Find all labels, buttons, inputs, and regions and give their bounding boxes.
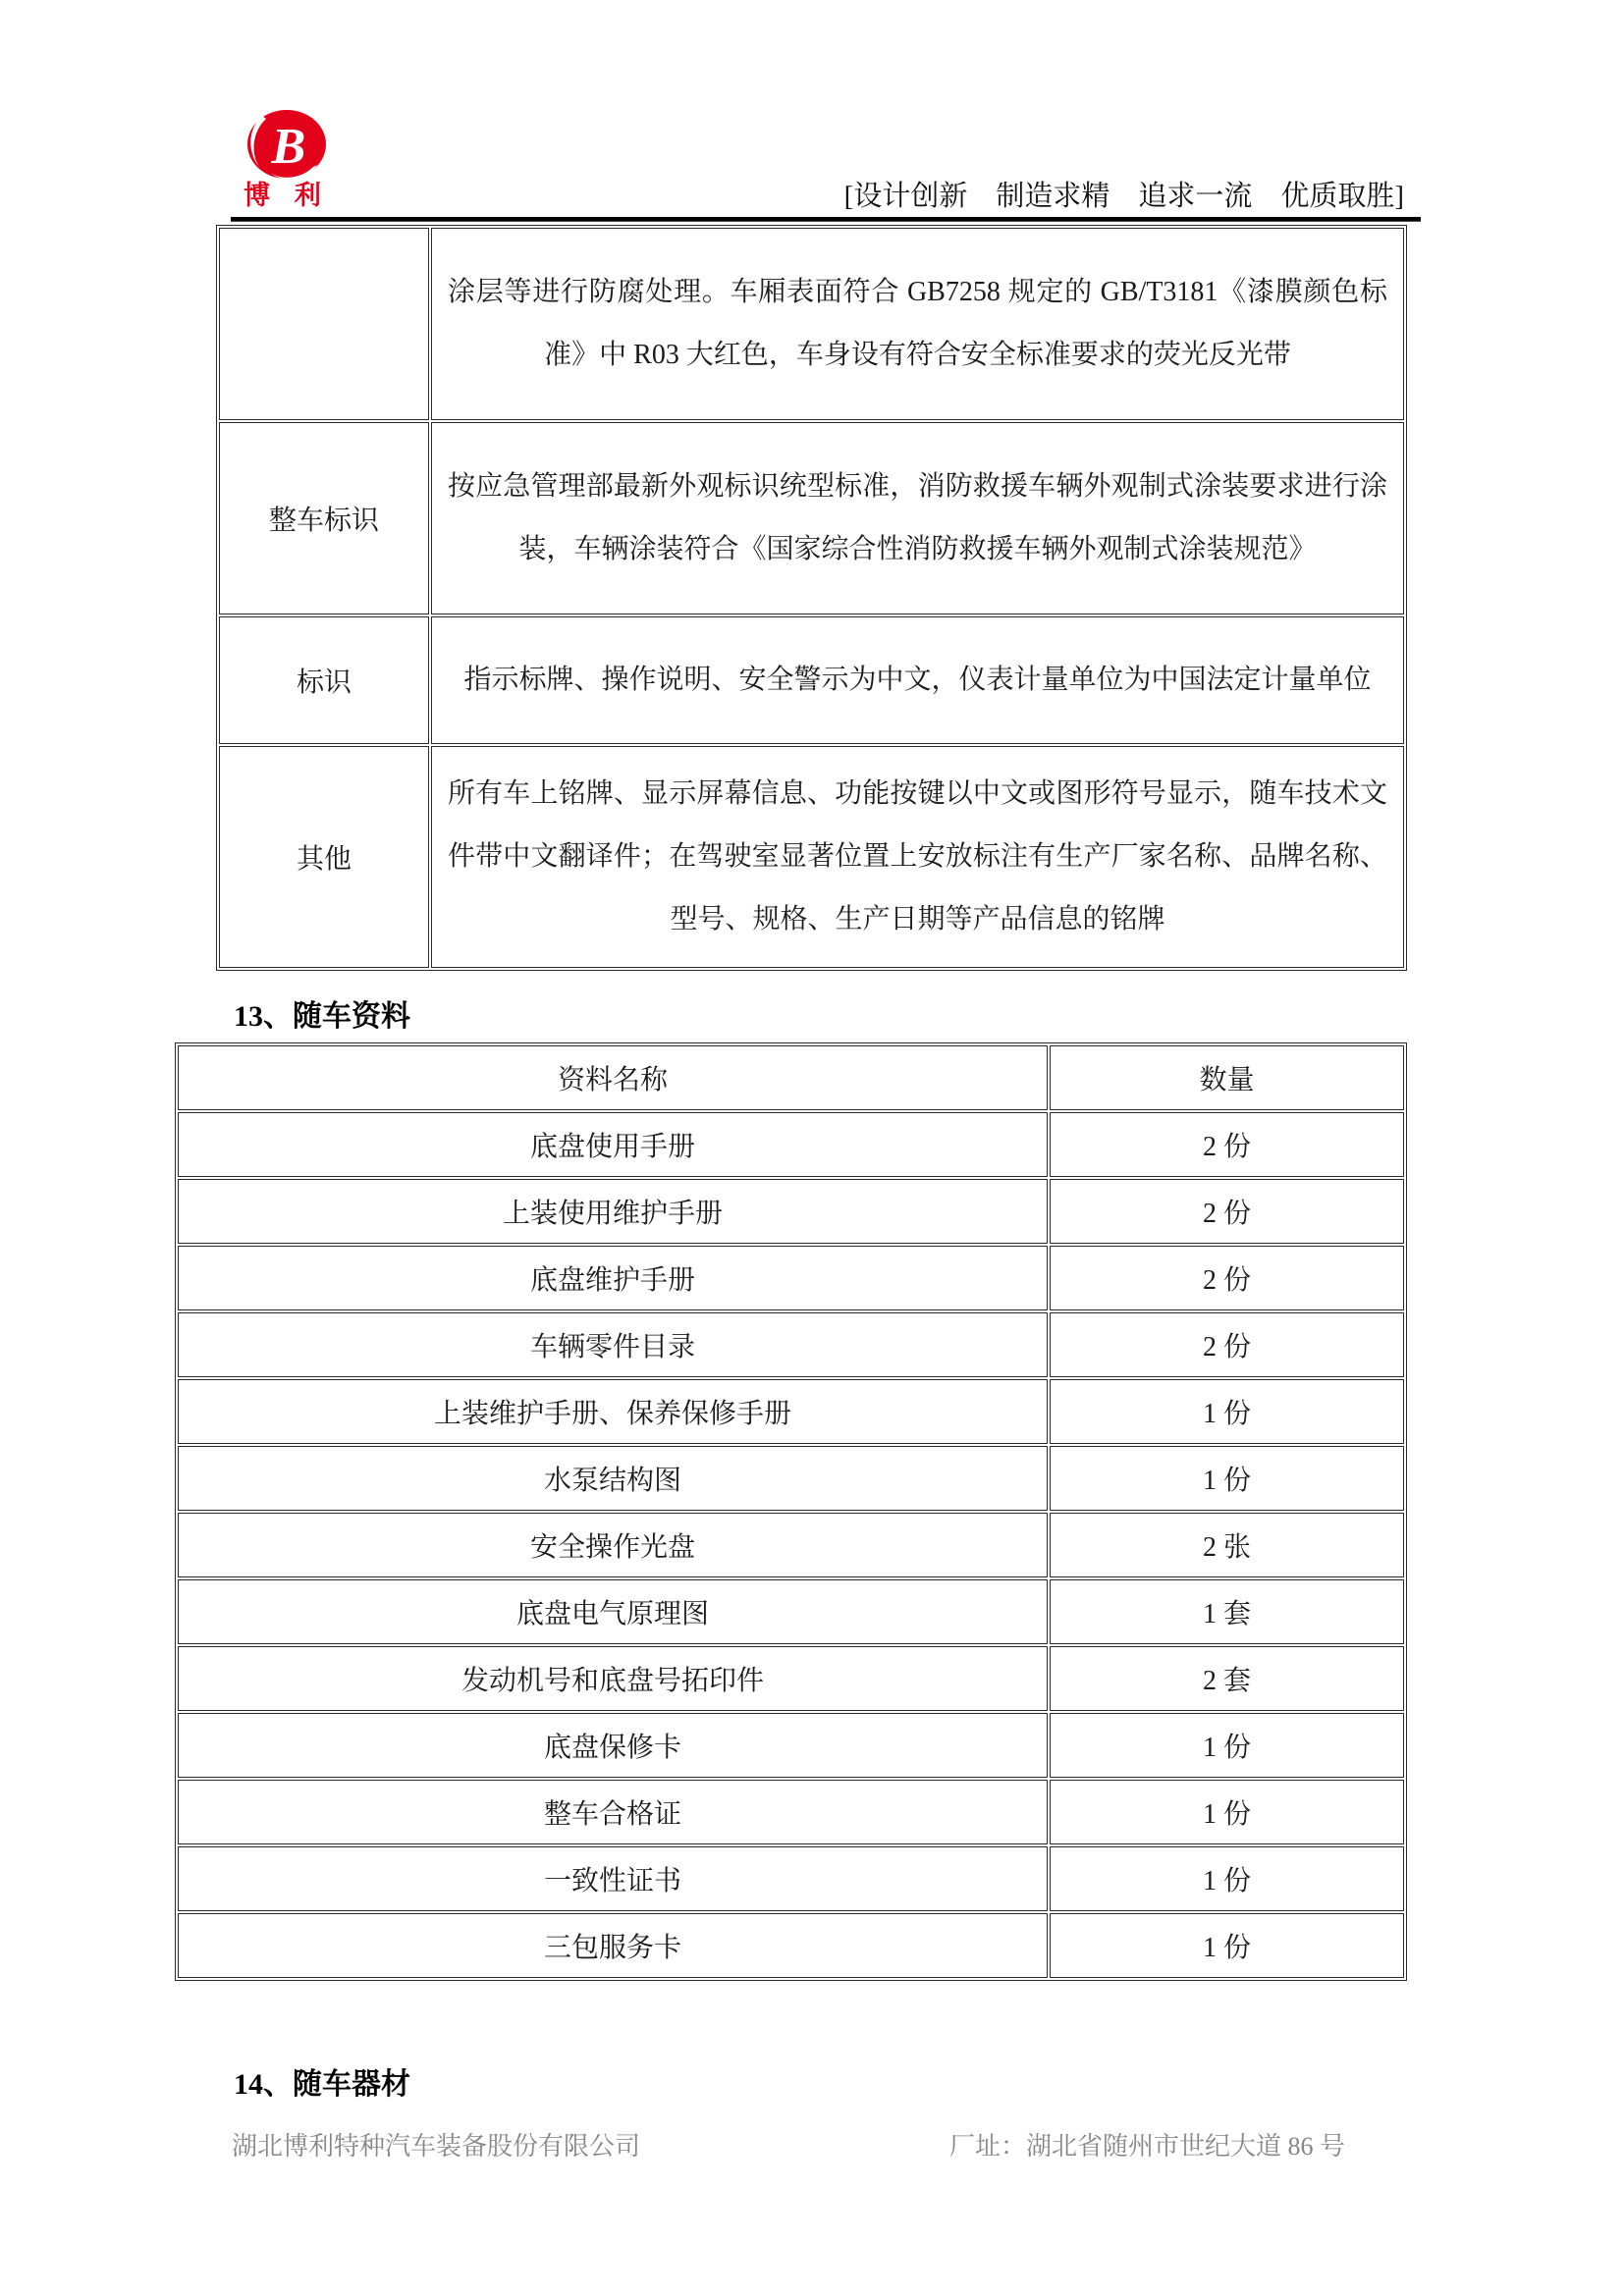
section-14-heading: 14、随车器材 — [234, 2068, 410, 2101]
logo-text: 博 利 — [244, 181, 330, 210]
logo-mark-icon — [244, 108, 329, 185]
doc-qty-cell: 1 份 — [1050, 1713, 1404, 1778]
vehicle-spec-table — [216, 225, 1407, 971]
company-logo — [242, 108, 332, 208]
doc-qty-header: 数量 — [1050, 1045, 1404, 1110]
footer-company: 湖北博利特种汽车装备股份有限公司 — [232, 2132, 641, 2161]
table-row — [178, 1713, 1404, 1778]
doc-name-header: 资料名称 — [178, 1045, 1048, 1110]
doc-qty-cell: 2 份 — [1050, 1312, 1404, 1377]
table-row — [178, 1379, 1404, 1444]
table-row — [219, 422, 1404, 614]
doc-qty-cell: 2 张 — [1050, 1513, 1404, 1577]
table-row — [219, 616, 1404, 744]
table-row — [178, 1646, 1404, 1711]
doc-qty-cell: 2 份 — [1050, 1112, 1404, 1177]
table-row — [178, 1579, 1404, 1644]
doc-qty-cell: 1 份 — [1050, 1379, 1404, 1444]
table-row — [178, 1780, 1404, 1844]
spec-label-cell: 整车标识 — [219, 422, 429, 614]
spec-content-cell: 所有车上铭牌、显示屏幕信息、功能按键以中文或图形符号显示，随车技术文件带中文翻译件；在驾驶室显著位置上安放标注有生产厂家名称、品牌名称、型号、规格、生产日期等产品信息的铭牌 — [431, 746, 1404, 968]
svg-text:B: B — [271, 119, 306, 175]
doc-name-cell: 安全操作光盘 — [178, 1513, 1048, 1577]
doc-qty-cell: 1 份 — [1050, 1780, 1404, 1844]
table-header-row — [178, 1045, 1404, 1110]
header-tagline: [设计创新 制造求精 追求一流 优质取胜] — [843, 181, 1404, 212]
table-row — [178, 1846, 1404, 1911]
doc-qty-cell: 1 份 — [1050, 1446, 1404, 1511]
spec-content-cell: 指示标牌、操作说明、安全警示为中文，仪表计量单位为中国法定计量单位 — [431, 616, 1404, 744]
doc-name-cell: 车辆零件目录 — [178, 1312, 1048, 1377]
doc-qty-cell: 1 份 — [1050, 1913, 1404, 1978]
documents-table — [175, 1042, 1407, 1981]
doc-name-cell: 上装维护手册、保养保修手册 — [178, 1379, 1048, 1444]
doc-name-cell: 上装使用维护手册 — [178, 1179, 1048, 1244]
spec-content-cell: 涂层等进行防腐处理。车厢表面符合 GB7258 规定的 GB/T3181《漆膜颜色标准》中 R03 大红色，车身设有符合安全标准要求的荧光反光带 — [431, 228, 1404, 420]
table-row — [178, 1112, 1404, 1177]
section-13-heading: 13、随车资料 — [234, 1000, 410, 1033]
spec-label-cell: 标识 — [219, 616, 429, 744]
doc-name-cell: 底盘维护手册 — [178, 1246, 1048, 1310]
table-row — [178, 1446, 1404, 1511]
doc-name-cell: 整车合格证 — [178, 1780, 1048, 1844]
doc-name-cell: 底盘使用手册 — [178, 1112, 1048, 1177]
spec-label-cell: 其他 — [219, 746, 429, 968]
table-row — [178, 1513, 1404, 1577]
footer-address: 厂址：湖北省随州市世纪大道 86 号 — [948, 2132, 1345, 2161]
doc-name-cell: 三包服务卡 — [178, 1913, 1048, 1978]
doc-qty-cell: 1 套 — [1050, 1579, 1404, 1644]
doc-name-cell: 底盘电气原理图 — [178, 1579, 1048, 1644]
doc-qty-cell: 1 份 — [1050, 1846, 1404, 1911]
doc-name-cell: 发动机号和底盘号拓印件 — [178, 1646, 1048, 1711]
doc-name-cell: 底盘保修卡 — [178, 1713, 1048, 1778]
table-row — [219, 746, 1404, 968]
header-rule — [231, 217, 1421, 222]
doc-qty-cell: 2 份 — [1050, 1246, 1404, 1310]
table-row — [178, 1312, 1404, 1377]
spec-label-cell — [219, 228, 429, 420]
doc-name-cell: 水泵结构图 — [178, 1446, 1048, 1511]
table-row — [219, 228, 1404, 420]
table-row — [178, 1179, 1404, 1244]
doc-qty-cell: 2 套 — [1050, 1646, 1404, 1711]
table-row — [178, 1246, 1404, 1310]
doc-name-cell: 一致性证书 — [178, 1846, 1048, 1911]
doc-qty-cell: 2 份 — [1050, 1179, 1404, 1244]
page-footer — [232, 2126, 1345, 2163]
spec-content-cell: 按应急管理部最新外观标识统型标准，消防救援车辆外观制式涂装要求进行涂装，车辆涂装符合《国家综合性消防救援车辆外观制式涂装规范》 — [431, 422, 1404, 614]
table-row — [178, 1913, 1404, 1978]
